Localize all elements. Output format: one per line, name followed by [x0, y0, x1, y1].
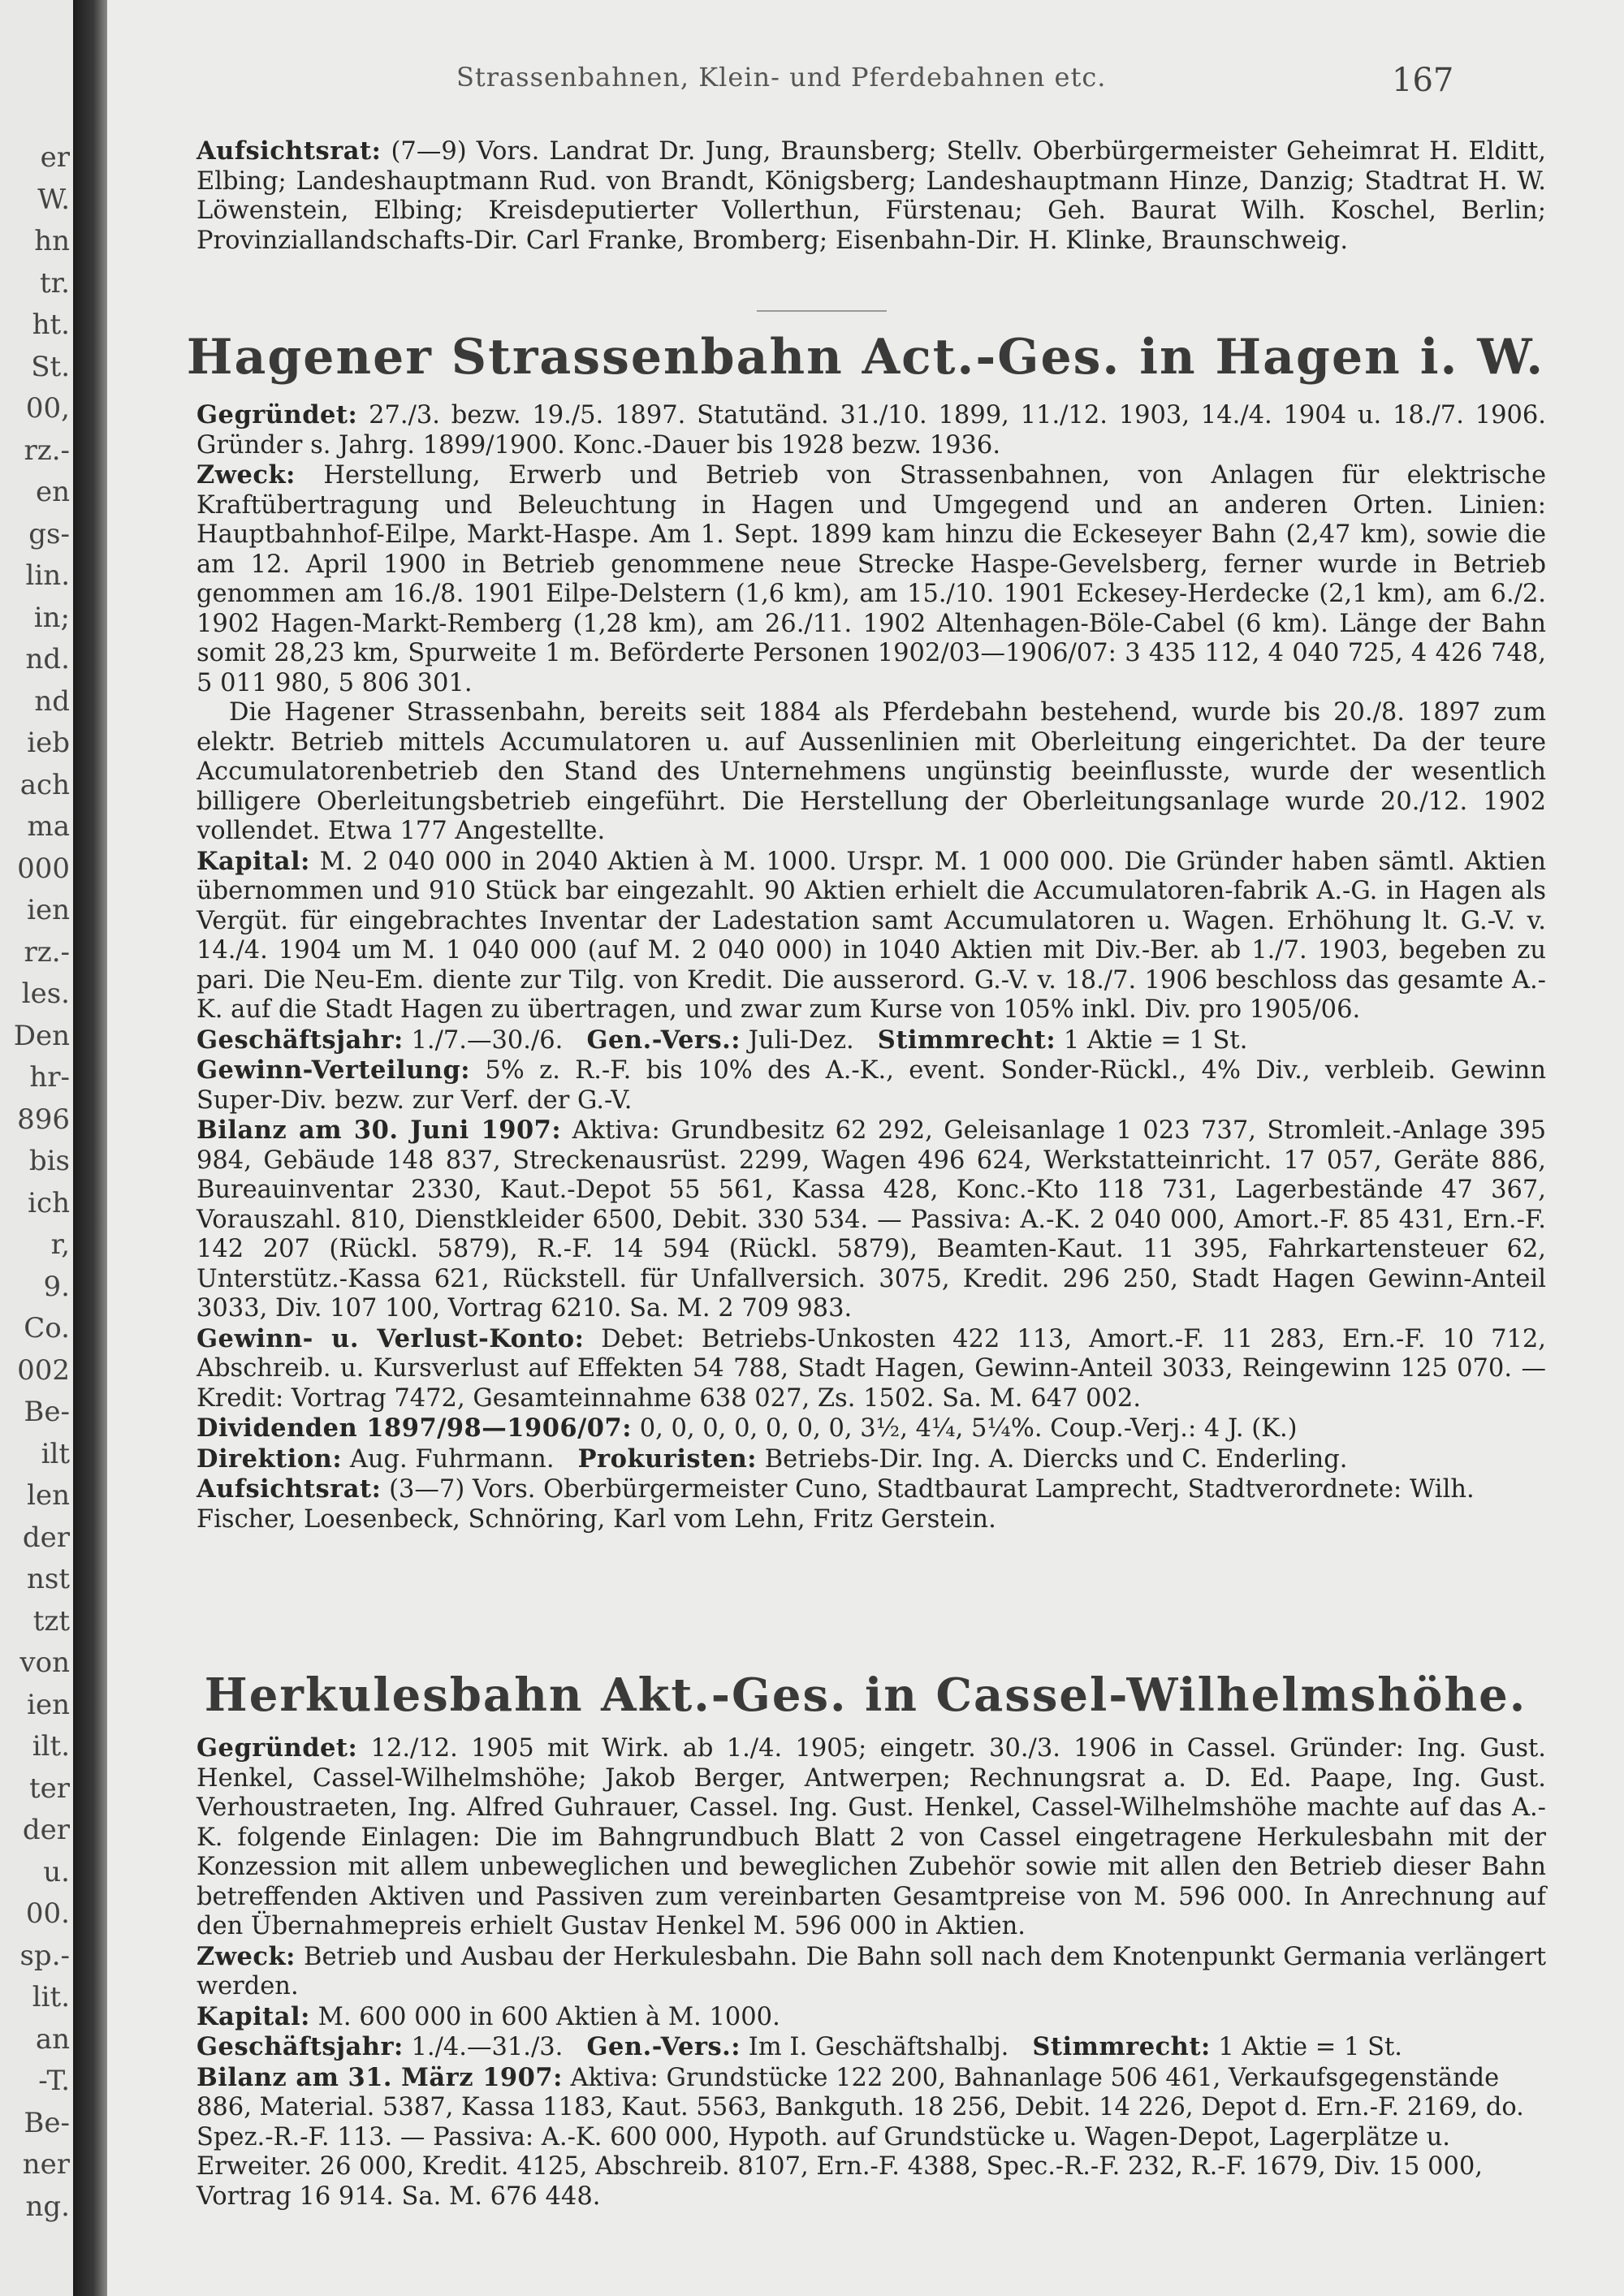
margin-fragment: sp.-: [19, 1940, 70, 1972]
margin-fragment: len: [27, 1479, 70, 1512]
margin-fragment: Co.: [24, 1312, 70, 1344]
dividenden-label: Dividenden 1897/98—1906/07:: [197, 1413, 632, 1443]
margin-fragment: rz.-: [24, 936, 70, 969]
stimmrecht-label: Stimmrecht:: [877, 1025, 1056, 1055]
margin-fragment: lit.: [32, 1981, 70, 2013]
margin-fragment: les.: [21, 978, 70, 1010]
hk-zweck-label: Zweck:: [197, 1941, 296, 1971]
top-aufsichtsrat-block: [197, 136, 1546, 256]
margin-fragment: ich: [28, 1187, 70, 1219]
gewinnverteilung-label: Gewinn-Verteilung:: [197, 1055, 471, 1085]
margin-fragment: tzt: [32, 1605, 70, 1638]
aufsichtsrat2-text: (3—7) Vors. Oberbürgermeister Cuno, Stadtbaurat Lamprecht, Stadtverordnete: Wilh. Fischer, Loesenbeck, Schnöring, Karl vom Lehn, Fritz Gerstein.: [197, 1475, 1475, 1534]
hk-kapital-label: Kapital:: [197, 2001, 310, 2031]
margin-fragment: r,: [50, 1228, 70, 1261]
prokuristen-text: Betriebs-Dir. Ing. A. Diercks und C. Enderling.: [764, 1444, 1348, 1474]
margin-fragment: 9.: [43, 1271, 70, 1303]
kapital-text: M. 2 040 000 in 2040 Aktien à M. 1000. Urspr. M. 1 000 000. Die Gründer haben sämtl. Aktien übernommen und 910 Stück bar eingezahlt. 90 Aktien erhielt die Accumulatoren-fabrik A.-G. in Hagen als Vergüt. für eingebrachtes Inventar der Ladestation samt Accumulatoren u. Wagen. Erhöhung lt. G.-V. v. 14./4. 1904 um M. 1 040 000 (auf M. 2 040 000) in 1040 Aktien mit Div.-Ber. ab 1./7. 1903, begeben zu pari. Die Neu-Em. diente zur Tilg. von Kredit. Die ausserord. G.-V. v. 18./7. 1906 beschloss das gesamte A.-K. auf die Stadt Hagen zu übertragen, und zwar zum Kurse von 105% inkl. Div. pro 1905/06.: [197, 847, 1546, 1024]
margin-fragment: bis: [28, 1145, 70, 1177]
margin-fragment: Be-: [24, 1396, 70, 1428]
section-divider: [757, 310, 887, 312]
margin-fragment: rz.-: [24, 434, 70, 467]
margin-fragment: 002: [17, 1354, 70, 1387]
kapital-label: Kapital:: [197, 846, 310, 876]
hk-genvers-text: Im I. Geschäftshalbj.: [748, 2033, 1009, 2061]
margin-fragment: u.: [43, 1856, 70, 1888]
margin-fragment: hn: [34, 225, 70, 257]
book-gutter: [73, 0, 107, 2296]
margin-fragment: ieb: [27, 727, 70, 759]
geschaeftsjahr-label: Geschäftsjahr:: [197, 1025, 404, 1055]
document-page: [107, 0, 1624, 2296]
margin-fragment: lin.: [25, 559, 70, 592]
direktion-text: Aug. Fuhrmann.: [349, 1444, 555, 1474]
hagen-entry: [197, 400, 1546, 1534]
prokuristen-label: Prokuristen:: [577, 1444, 758, 1474]
margin-fragment: ien: [27, 1689, 70, 1721]
herkulesbahn-entry: [197, 1733, 1546, 2212]
hk-gegruendet-text: 12./12. 1905 mit Wirk. ab 1./4. 1905; eingetr. 30./3. 1906 in Cassel. Gründer: Ing. Gust. Henkel, Cassel-Wilhelmshöhe; Jakob Berger, Antwerpen; Rechnungsrat a. D. Ed. Paape, Ing. Gust. Verhoustraeten, Ing. Alfred Guhrauer, Cassel. Ing. Gust. Henkel, Cassel-Wilhelmshöhe machte auf das A.-K. folgende Einlagen: Die im Bahngrundbuch Blatt 2 von Cassel eingetragene Herkulesbahn mit der Konzession mit allem unbeweglichen und beweglichen Zubehör sowie mit allen den Betrieb dieser Bahn betreffenden Aktiven und Passiven zum vereinbarten Gesamtpreise von M. 596 000. In Anrechnung auf den Übernahmepreis erhielt Gustav Henkel M. 596 000 in Aktien.: [197, 1734, 1546, 1940]
margin-fragment: tr.: [40, 267, 70, 300]
gegruendet-label: Gegründet:: [197, 400, 358, 429]
margin-fragment: er: [40, 141, 70, 174]
margin-fragment: der: [22, 1814, 70, 1846]
aufsichtsrat-text: (7—9) Vors. Landrat Dr. Jung, Braunsberg; Stellv. Oberbürgermeister Geheimrat H. Elditt, Elbing; Landeshauptmann Rud. von Brandt, Königsberg; Landeshauptmann Hinze, Danzig; Stadtrat H. W. Löwenstein, Elbing; Kreisdeputierter Vollerthun, Fürstenau; Geh. Baurat Wilh. Koschel, Berlin; Provinziallandschafts-Dir. Carl Franke, Bromberg; Eisenbahn-Dir. H. Klinke, Braunschweig.: [197, 137, 1547, 255]
hk-bilanz-label: Bilanz am 31. März 1907:: [197, 2062, 563, 2092]
zweck-text: Herstellung, Erwerb und Betrieb von Strassenbahnen, von Anlagen für elektrische Kraftübertragung und Beleuchtung in Hagen und Umgegend und an anderen Orten. Linien: Hauptbahnhof-Eilpe, Markt-Haspe. Am 1. Sept. 1899 kam hinzu die Eckeseyer Bahn (2,47 km), sowie die am 12. April 1900 in Betrieb genommene neue Strecke Haspe-Gevelsberg, ferner wurde in Betrieb genommen am 16./8. 1901 Eilpe-Delstern (1,6 km), am 15./10. 1901 Eckesey-Herdecke (2,1 km), am 6./2. 1902 Hagen-Markt-Remberg (1,28 km), am 26./11. 1902 Altenhagen-Böle-Cabel (6 km). Länge der Bahn somit 28,23 km, Spurweite 1 m. Beförderte Personen 1902/03—1906/07: 3 435 112, 4 040 725, 4 426 748, 5 011 980, 5 806 301.: [197, 461, 1546, 697]
margin-fragment: ner: [22, 2148, 70, 2181]
margin-fragment: ma: [27, 810, 70, 843]
margin-fragment: der: [22, 1521, 70, 1554]
margin-fragment: nd.: [25, 643, 70, 675]
guv-text: Debet: Betriebs-Unkosten 422 113, Amort.-F. 11 283, Ern.-F. 10 712, Abschreib. u. Kursverlust auf Effekten 54 788, Stadt Hagen, Gewinn-Anteil 3033, Reingewinn 125 070. — Kredit: Vortrag 7472, Gesamteinnahme 638 027, Zs. 1502. Sa. M. 647 002.: [197, 1324, 1546, 1413]
margin-fragment: ht.: [32, 309, 70, 341]
margin-fragment: Be-: [24, 2107, 70, 2139]
hk-bilanz-text: Aktiva: Grundstücke 122 200, Bahnanlage 506 461, Verkaufsgegenstände 886, Material. 5387, Kassa 1183, Kaut. 5563, Bankguth. 18 256, Debit. 14 226, Depot d. Ern.-F. 2169, do. Spez.-R.-F. 113. — Passiva: A.-K. 600 000, Hypoth. auf Grundstücke u. Wagen-Depot, Lagerplätze u. Erweiter. 26 000, Kredit. 4125, Abschreib. 8107, Ern.-F. 4388, Spec.-R.-F. 232, R.-F. 1679, Div. 15 000, Vortrag 16 914. Sa. M. 676 448.: [197, 2063, 1524, 2211]
genvers-text: Juli-Dez.: [748, 1025, 854, 1055]
adjacent-page-margin: [0, 0, 73, 2296]
margin-fragment: 000: [17, 852, 70, 885]
gegruendet-text: 27./3. bezw. 19./5. 1897. Statutänd. 31./10. 1899, 11./12. 1903, 14./4. 1904 u. 18./7. 1906. Gründer s. Jahrg. 1899/1900. Konc.-Dauer bis 1928 bezw. 1936.: [197, 401, 1546, 460]
margin-fragment: von: [19, 1646, 70, 1679]
company-title-hagen: Hagener Strassenbahn Act.-Ges. in Hagen i. W.: [186, 329, 1545, 386]
margin-fragment: nd: [34, 685, 70, 718]
dividenden-text: 0, 0, 0, 0, 0, 0, 0, 3½, 4¼, 5¼%. Coup.-Verj.: 4 J. (K.): [639, 1414, 1298, 1443]
margin-fragment: St.: [31, 351, 70, 383]
page-number: 167: [1392, 62, 1454, 99]
hk-stimmrecht-text: 1 Aktie = 1 St.: [1218, 2033, 1402, 2061]
bilanz-text: Aktiva: Grundbesitz 62 292, Geleisanlage 1 023 737, Stromleit.-Anlage 395 984, Gebäude 148 837, Streckenausrüst. 2299, Wagen 496 624, Werkstatteinricht. 17 057, Geräte 886, Bureauinventar 2330, Kaut.-Depot 55 561, Kassa 428, Konc.-Kto 118 731, Lagerbestände 47 367, Vorauszahl. 810, Dienstkleider 6500, Debit. 330 534. — Passiva: A.-K. 2 040 000, Amort.-F. 85 431, Ern.-F. 142 207 (Rückl. 5879), R.-F. 14 594 (Rückl. 5879), Beamten-Kaut. 11 395, Fahrkartensteuer 62, Unterstütz.-Kassa 621, Rückstell. für Unfallversich. 3075, Kredit. 296 250, Stadt Hagen Gewinn-Anteil 3033, Div. 107 100, Vortrag 6210. Sa. M. 2 709 983.: [197, 1116, 1546, 1323]
margin-fragment: ng.: [25, 2190, 70, 2223]
aufsichtsrat-label: Aufsichtsrat:: [197, 136, 382, 166]
history-text: Die Hagener Strassenbahn, bereits seit 1884 als Pferdebahn bestehend, wurde bis 20./8. 1897 zum elektr. Betrieb mittels Accumulatoren u. auf Aussenlinien mit Oberleitung eingerichtet. Da der teure Accumulatorenbetrieb den Stand des Unternehmens ungünstig beeinflusste, wurde der wesentlich billigere Oberleitungsbetrieb eingeführt. Die Herstellung der Oberleitungsanlage wurde 20./12. 1902 vollendet. Etwa 177 Angestellte.: [197, 698, 1546, 845]
genvers-label: Gen.-Vers.:: [586, 1025, 741, 1055]
company-title-herkulesbahn: Herkulesbahn Akt.-Ges. in Cassel-Wilhelmshöhe.: [204, 1668, 1527, 1722]
aufsichtsrat2-label: Aufsichtsrat:: [197, 1474, 382, 1504]
margin-fragment: nst: [26, 1563, 70, 1595]
margin-fragment: ien: [27, 894, 70, 926]
stimmrecht-text: 1 Aktie = 1 St.: [1063, 1025, 1248, 1055]
margin-fragment: 00.: [25, 1897, 70, 1930]
margin-fragment: ach: [19, 769, 70, 801]
hk-gegruendet-label: Gegründet:: [197, 1733, 358, 1763]
margin-fragment: Den: [13, 1020, 70, 1052]
margin-fragment: ter: [28, 1772, 70, 1805]
gewinnverteilung-text: 5% z. R.-F. bis 10% des A.-K., event. Sonder-Rückl., 4% Div., verbleib. Gewinn Super-Div. bezw. zur Verf. der G.-V.: [197, 1056, 1546, 1115]
direktion-label: Direktion:: [197, 1444, 343, 1474]
guv-label: Gewinn- u. Verlust-Konto:: [197, 1323, 585, 1353]
hk-kapital-text: M. 600 000 in 600 Aktien à M. 1000.: [317, 2002, 780, 2031]
running-header: Strassenbahnen, Klein- und Pferdebahnen etc.: [456, 62, 1107, 93]
geschaeftsjahr-text: 1./7.—30./6.: [411, 1025, 564, 1055]
zweck-label: Zweck:: [197, 460, 296, 490]
margin-fragment: an: [35, 2023, 70, 2056]
margin-fragment: 896: [17, 1103, 70, 1136]
margin-fragment: 00,: [25, 392, 70, 425]
hk-geschaeftsjahr-text: 1./4.—31./3.: [411, 2033, 564, 2061]
margin-fragment: -T.: [38, 2065, 70, 2097]
margin-fragment: W.: [37, 183, 70, 216]
hk-genvers-label: Gen.-Vers.:: [586, 2032, 741, 2061]
margin-fragment: in;: [33, 602, 70, 634]
hk-zweck-text: Betrieb und Ausbau der Herkulesbahn. Die Bahn soll nach dem Knotenpunkt Germania verlängert werden.: [197, 1942, 1546, 2000]
bilanz-label: Bilanz am 30. Juni 1907:: [197, 1116, 562, 1145]
margin-fragment: ilt.: [32, 1730, 70, 1763]
hk-geschaeftsjahr-label: Geschäftsjahr:: [197, 2032, 404, 2061]
margin-fragment: gs-: [28, 518, 70, 550]
hk-stimmrecht-label: Stimmrecht:: [1032, 2032, 1211, 2061]
margin-fragment: en: [35, 476, 70, 508]
margin-fragment: ilt: [41, 1438, 70, 1470]
margin-fragment: hr-: [29, 1061, 70, 1094]
